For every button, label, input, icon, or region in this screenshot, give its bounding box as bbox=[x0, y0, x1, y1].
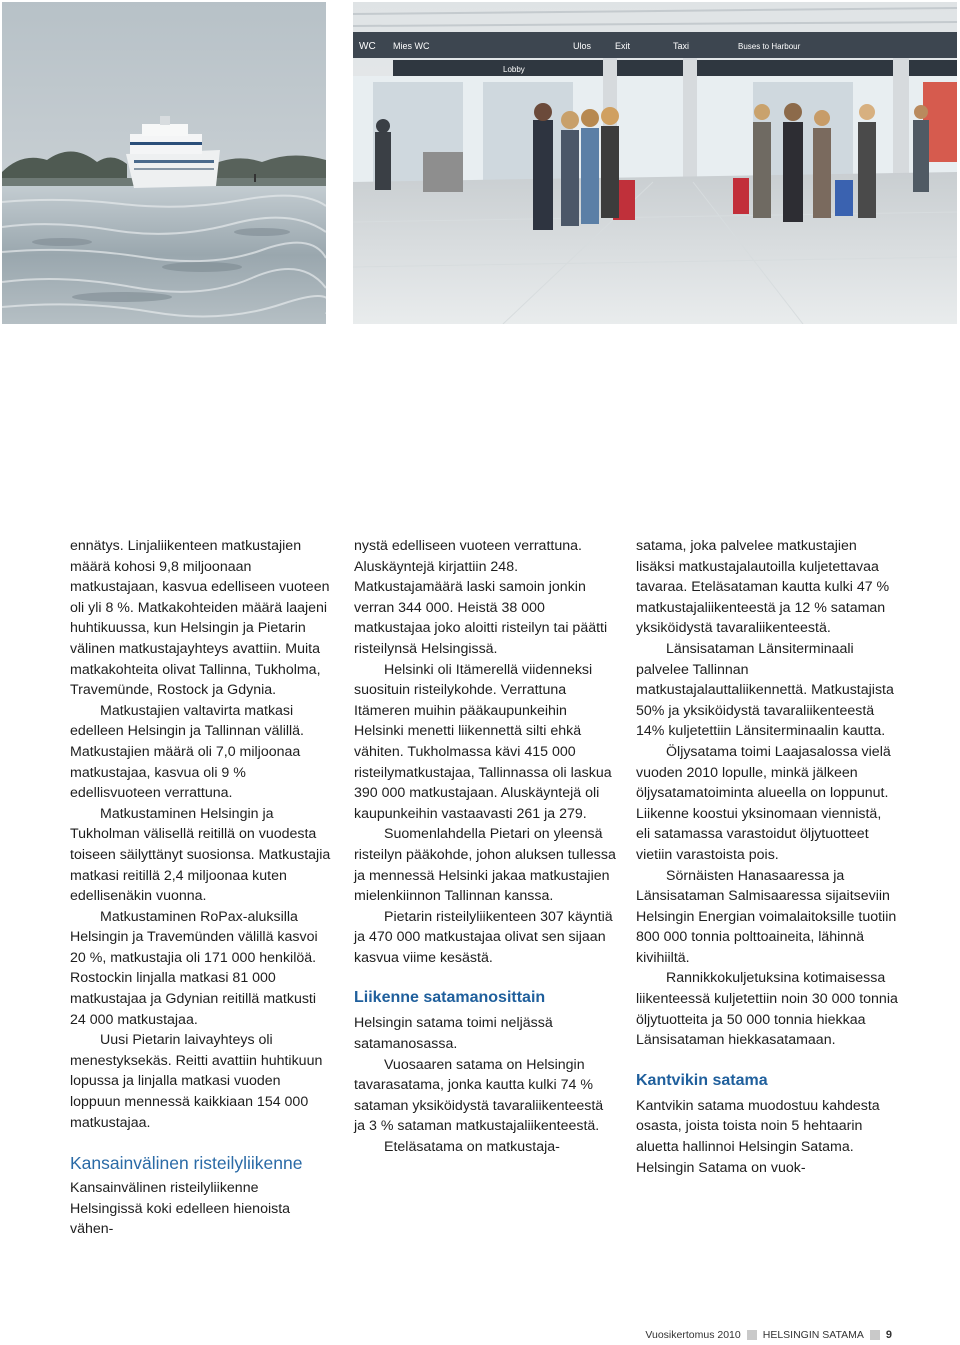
paragraph: Rannikkokuljetuksina kotimaisessa liikenteessä kuljetettiin noin 30 000 tonnia öljytuotteita ja 50 000 tonnia hiekkaa Länsisataman hiekkasatamaan. bbox=[636, 970, 898, 1049]
paragraph: Helsingin satama toimi neljässä satamanosassa. bbox=[354, 1015, 553, 1053]
paragraph: Kantvikin satama muodostuu kahdesta osasta, joista toista noin 5 hehtaarin aluetta hallinnoi Helsingin Satama. Helsingin Satama on vuok- bbox=[636, 1097, 880, 1176]
paragraph: Sörnäisten Hanasaaressa ja Länsisataman Salmisaaressa sijaitseviin Helsingin Energian voimalaitoksille tuotiin 800 000 tonnia polttoaineita, lähinnä kivihiiltä. bbox=[636, 867, 897, 966]
section-heading-kantvik: Kantvikin satama bbox=[636, 1071, 768, 1089]
ferry-photo bbox=[2, 2, 326, 324]
sign-ulos: Ulos bbox=[573, 41, 592, 51]
page-footer bbox=[645, 1329, 892, 1341]
text-column-3 bbox=[636, 536, 898, 1178]
report-title: Vuosikertomus 2010 bbox=[645, 1329, 741, 1341]
sign-taxi: Taxi bbox=[673, 41, 690, 51]
sign-exit: Exit bbox=[615, 41, 631, 51]
square-separator-icon bbox=[747, 1330, 757, 1340]
paragraph: Kansainvälinen risteilyliikenne Helsingissä koki edelleen hienoista vähen- bbox=[70, 1180, 291, 1238]
sign-lobby: Lobby bbox=[503, 65, 525, 74]
page-number: 9 bbox=[885, 1329, 892, 1341]
paragraph: Suomenlahdella Pietari on yleensä risteilyn pääkohde, johon aluksen tullessa ja mennessä Helsinki jakaa matkustajien mielenkiinnon Tallinnan kanssa. bbox=[354, 826, 616, 905]
paragraph: Länsisataman Länsiterminaali palvelee Tallinnan matkustajalauttaliikennettä. Matkustajista 50% ja yksiköidystä tavaraliikenteestä 14% kuljetettiin Länsiterminaalin kautta. bbox=[636, 640, 894, 740]
paragraph: Matkustaminen RoPax-aluksilla Helsingin ja Travemünden välillä kasvoi 20 %, matkustajia oli 171 000 henkilöä. Rostockin linjalla matkasi 81 000 matkustajaa ja Gdynian reitillä matkusti 24 000 matkustajaa. bbox=[70, 908, 318, 1028]
organization-name: HELSINGIN SATAMA bbox=[762, 1329, 864, 1341]
paragraph: Öljysatama toimi Laajasalossa vielä vuoden 2010 lopulle, minkä jälkeen öljysatamatoiminta alueella on loppunut. Liikenne koostui yksinomaan viennistä, eli satamassa varastoidut öljytuotteet vietiin varastoista pois. bbox=[636, 743, 891, 863]
text-column-1 bbox=[70, 536, 332, 1240]
sign-bus: Buses to Harbour bbox=[738, 42, 801, 51]
section-heading-cruise: Kansainvälinen risteilyliikenne bbox=[70, 1153, 303, 1174]
sign-wc2: Mies WC bbox=[393, 41, 430, 51]
text-column-2 bbox=[354, 536, 616, 1158]
paragraph: Eteläsatama on matkustaja- bbox=[384, 1139, 560, 1156]
paragraph: Pietarin risteilyliikenteen 307 käyntiä ja 470 000 matkustajaa olivat sen sijaan kasvua viime kesästä. bbox=[354, 908, 613, 966]
paragraph: Matkustaminen Helsingin ja Tukholman välisellä reitillä on vuodesta toiseen säilyttänyt suosionsa. Matkustajia matkasi reitillä 2,4 miljoonaa kuten edellisenäkin vuonna. bbox=[70, 805, 331, 905]
paragraph: Uusi Pietarin laivayhteys oli menestyksekäs. Reitti avattiin huhtikuun lopussa ja linjalla matkasi vuoden loppuun mennessä kaikkiaan 154 000 matkustajaa. bbox=[70, 1032, 323, 1131]
terminal-photo bbox=[353, 2, 957, 324]
section-heading-harbour-areas: Liikenne satamanosittain bbox=[354, 989, 546, 1007]
paragraph: nystä edelliseen vuoteen verrattuna. Aluskäyntejä kirjattiin 248. Matkustajamäärä laski samoin jonkin verran 344 000. Heistä 38 000 matkustajaa joko aloitti risteilyn tai päätti risteilynsä Helsingissä. bbox=[354, 538, 608, 657]
paragraph: Matkustajien valtavirta matkasi edelleen Helsingin ja Tallinnan välillä. Matkustajien määrä oli 7,0 miljoonaa matkustajaa, kasvua oli 9 % edellisvuoteen verrattuna. bbox=[70, 702, 304, 802]
square-separator-icon bbox=[870, 1330, 880, 1340]
sign-wc: WC bbox=[359, 41, 376, 52]
paragraph: satama, joka palvelee matkustajien lisäksi matkustajalautoilla kuljetettavaa tavaraa. Eteläsataman kautta kulki 47 % matkustajaliikenteestä ja 12 % sataman yksiköidystä tavaraliikenteestä. bbox=[636, 538, 890, 637]
paragraph: ennätys. Linjaliikenteen matkustajien määrä kohosi 9,8 miljoonaan matkustajaan, kasvua edelliseen vuoteen oli yli 8 %. Matkakohteiden määrä laajeni huhtikuussa, kun Helsingin ja Pietarin välinen matkustajayhteys avattiin. Muita matkakohteita olivat Tallinna, Tukholma, Travemünde, Rostock ja Gdynia. bbox=[70, 538, 330, 699]
paragraph: Vuosaaren satama on Helsingin tavarasatama, jonka kautta kulki 74 % sataman yksiköidystä tavaraliikenteestä ja 3 % sataman matkustajaliikenteestä. bbox=[354, 1056, 604, 1135]
paragraph: Helsinki oli Itämerellä viidenneksi suosituin risteilykohde. Verrattuna Itämeren muihin pääkaupunkeihin Helsinki menetti liikennettä silti ehkä vähiten. Tukholmassa kävi 415 000 risteilymatkustajaa, Tallinnassa oli laskua 390 000 matkustajaan. Aluskäyntejä oli kaupunkeihin vastaavasti 261 ja 279. bbox=[354, 661, 612, 822]
